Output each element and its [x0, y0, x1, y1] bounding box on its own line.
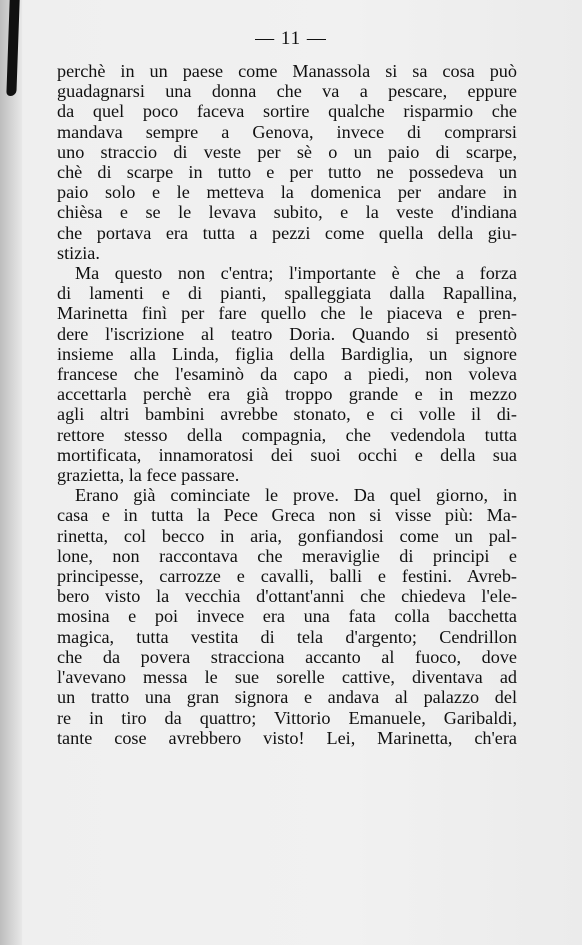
- text-line: tante cose avrebbero visto! Lei, Marinetta, ch'era: [57, 727, 517, 748]
- text-line: Erano già cominciate le prove. Da quel giorno, in: [75, 485, 517, 506]
- text-line: agli altri bambini avrebbe stonato, e ci volle il di-: [57, 404, 517, 425]
- text-line: uno straccio di veste per sè o un paio di scarpe,: [57, 141, 517, 162]
- text-line: mosina e poi invece era una fata colla bacchetta: [57, 606, 517, 627]
- text-line: un tratto una gran signora e andava al palazzo del: [57, 687, 517, 708]
- text-line: bero visto la vecchia d'ottant'anni che chiedeva l'ele-: [57, 586, 517, 607]
- text-line: magica, tutta vestita di tela d'argento; Cendrillon: [57, 626, 517, 647]
- page-number: — 11 —: [255, 28, 327, 49]
- text-line: guadagnarsi una donna che va a pescare, eppure: [57, 81, 517, 102]
- text-line: perchè in un paese come Manassola si sa cosa può: [57, 61, 517, 81]
- text-line: rettore stesso della compagnia, che vedendola tutta: [57, 424, 517, 445]
- text-line: mandava sempre a Genova, invece di comprarsi: [57, 121, 517, 142]
- text-line: mortificata, innamoratosi dei suoi occhi e della sua: [57, 444, 517, 465]
- text-line: grazietta, la fece passare.: [57, 465, 240, 486]
- text-line: che portava era tutta a pezzi come quella della giu-: [57, 222, 517, 243]
- text-line: re in tiro da quattro; Vittorio Emanuele, Garibaldi,: [57, 707, 517, 728]
- text-line: lone, non raccontava che meraviglie di principi e: [57, 545, 517, 566]
- text-line: chièsa e se le levava subito, e la veste d'indiana: [57, 202, 517, 223]
- text-line: chè di scarpe in tutto e per tutto ne possedeva un: [57, 162, 517, 183]
- binding-shadow: [0, 0, 22, 945]
- text-line: paio solo e le metteva la domenica per andare in: [57, 182, 517, 203]
- text-line: di lamenti e di pianti, spalleggiata dalla Rapallina,: [57, 283, 517, 304]
- text-line: dere l'iscrizione al teatro Doria. Quando si presentò: [57, 323, 517, 344]
- text-line: insieme alla Linda, figlia della Bardiglia, un signore: [57, 343, 517, 364]
- text-line: francese che l'esaminò da capo a piedi, non voleva: [57, 364, 517, 385]
- text-line: Marinetta finì per fare quello che le piaceva e pren-: [57, 303, 517, 324]
- text-line: che da povera stracciona accanto al fuoco, dove: [57, 646, 517, 667]
- text-line: Ma questo non c'entra; l'importante è che a forza: [75, 263, 517, 284]
- text-line: da quel poco faceva sortire qualche risparmio che: [57, 101, 517, 122]
- text-line: l'avevano messa le sue sorelle cattive, diventava ad: [57, 667, 517, 688]
- body-text: [57, 61, 517, 748]
- text-line: rinetta, col becco in aria, gonfiandosi come un pal-: [57, 525, 517, 546]
- text-line: casa e in tutta la Pece Greca non si visse più: Ma-: [57, 505, 517, 526]
- text-line: principesse, carrozze e cavalli, balli e festini. Avreb-: [57, 566, 517, 587]
- text-line: stizia.: [57, 242, 100, 263]
- text-line: accettarla perchè era già troppo grande e in mezzo: [57, 384, 517, 405]
